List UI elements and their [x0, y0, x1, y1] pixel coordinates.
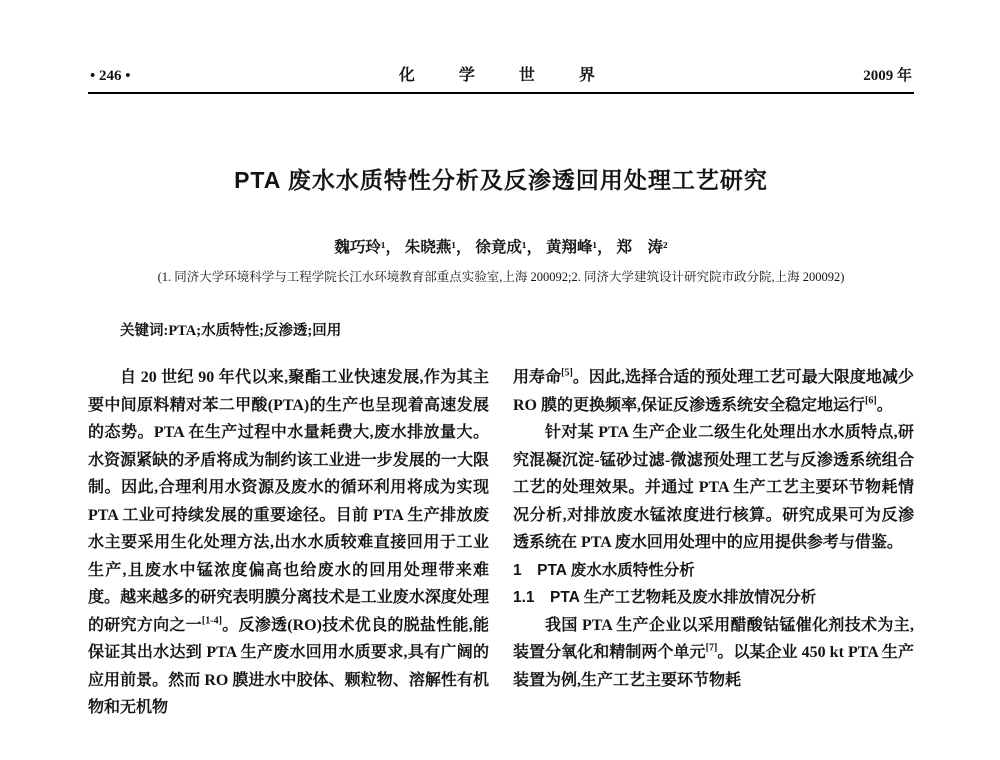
two-column-body	[88, 364, 914, 722]
paragraph: 自 20 世纪 90 年代以来,聚酯工业快速发展,作为其主要中间原料精对苯二甲酸(PTA)的生产也呈现着高速发展的态势。PTA 在生产过程中水量耗费大,废水排放量大。水资源紧缺的矛盾将成为制约该工业进一步发展的一大限制。因此,合理利用水资源及废水的循环利用将成为实现 PTA 工业可持续发展的重要途径。目前 PTA 生产排放废水主要采用生化处理方法,出水水质较难直接回用于工业生产,且废水中锰浓度偏高也给废水的回用处理带来难度。越来越多的研究表明膜分离技术是工业废水深度处理的研究方向之一[1-4]。反渗透(RO)技术优良的脱盐性能,能保证其出水达到 PTA 生产废水回用水质要求,具有广阔的应用前景。然而 RO 膜进水中胶体、颗粒物、溶解性有机物和无机物	[88, 369, 489, 716]
left-column	[88, 364, 489, 722]
page-content	[88, 62, 914, 722]
right-column	[513, 364, 914, 722]
page-header	[88, 62, 914, 92]
paragraph: 针对某 PTA 生产企业二级生化处理出水水质特点,研究混凝沉淀-锰砂过滤-微滤预处理工艺与反渗透系统组合工艺的处理效果。并通过 PTA 生产工艺主要环节物耗情况分析,对排放废水锰浓度进行核算。研究成果可为反渗透系统在 PTA 废水回用处理中的应用提供参考与借鉴。	[513, 424, 914, 551]
affiliation-line: (1. 同济大学环境科学与工程学院长江水环境教育部重点实验室,上海 200092;2. 同济大学建筑设计研究院市政分院,上海 200092)	[157, 270, 845, 284]
authors-line: 魏巧玲¹， 朱晓燕¹， 徐竟成¹， 黄翔峰¹， 郑 涛²	[334, 239, 668, 256]
keywords-line: 关键词:PTA;水质特性;反渗透;回用	[120, 323, 342, 339]
journal-title: 化 学 世 界	[398, 67, 609, 84]
section-heading: 1 PTA 废水水质特性分析	[513, 561, 695, 579]
subsection-heading: 1.1 PTA 生产工艺物耗及废水排放情况分析	[513, 589, 817, 606]
paragraph: 我国 PTA 生产企业以采用醋酸钴锰催化剂技术为主,装置分氧化和精制两个单元[7]。以某企业 450 kt PTA 生产装置为例,生产工艺主要环节物耗	[513, 616, 914, 689]
paragraph-continuation: 用寿命[5]。因此,选择合适的预处理工艺可最大限度地减少 RO 膜的更换频率,保证反渗透系统安全稳定地运行[6]。	[513, 367, 914, 414]
article-title: PTA 废水水质特性分析及反渗透回用处理工艺研究	[234, 167, 768, 193]
header-rule	[88, 92, 914, 94]
issue-year: 2009 年	[863, 68, 912, 84]
page-number: • 246 •	[90, 68, 131, 84]
